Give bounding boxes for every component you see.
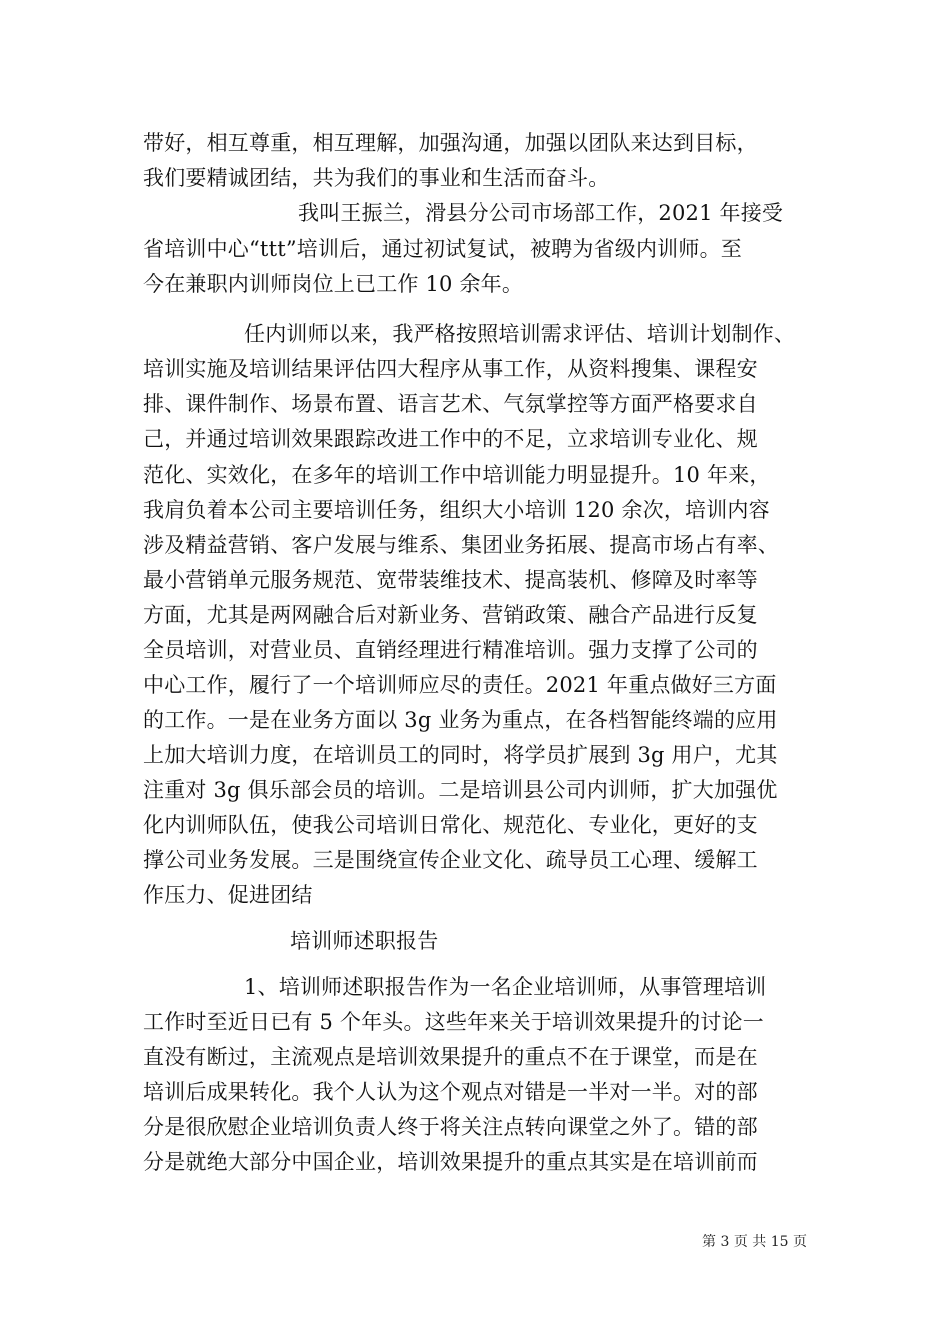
body-text-line: 的工作。一是在业务方面以 3g 业务为重点，在各档智能终端的应用 bbox=[143, 708, 778, 732]
body-text-line: 中心工作，履行了一个培训师应尽的责任。2021 年重点做好三方面 bbox=[143, 673, 777, 697]
body-text-line: 培训实施及培训结果评估四大程序从事工作，从资料搜集、课程安 bbox=[143, 357, 758, 381]
page-number-footer: 第 3 页 共 15 页 bbox=[702, 1234, 807, 1250]
body-text-line: 省培训中心“ttt”培训后，通过初试复试，被聘为省级内训师。至 bbox=[143, 237, 742, 261]
body-text-line: 范化、实效化，在多年的培训工作中培训能力明显提升。10 年来， bbox=[143, 463, 771, 487]
body-text-line: 我叫王振兰，滑县分公司市场部工作，2021 年接受 bbox=[298, 201, 784, 225]
body-text-line: 全员培训，对营业员、直销经理进行精准培训。强力支撑了公司的 bbox=[143, 638, 758, 662]
body-text-line: 工作时至近日已有 5 个年头。这些年来关于培训效果提升的讨论一 bbox=[143, 1010, 764, 1034]
body-text-line: 方面，尤其是两网融合后对新业务、营销政策、融合产品进行反复 bbox=[143, 603, 758, 627]
section-heading: 培训师述职报告 bbox=[290, 929, 439, 953]
body-text-line: 上加大培训力度，在培训员工的同时，将学员扩展到 3g 用户，尤其 bbox=[143, 743, 778, 767]
body-text-line: 我肩负着本公司主要培训任务，组织大小培训 120 余次，培训内容 bbox=[143, 498, 770, 522]
body-text-line: 化内训师队伍，使我公司培训日常化、规范化、专业化，更好的支 bbox=[143, 813, 758, 837]
body-text-line: 注重对 3g 俱乐部会员的培训。二是培训县公司内训师，扩大加强优 bbox=[143, 778, 778, 802]
body-text-line: 最小营销单元服务规范、宽带装维技术、提高装机、修障及时率等 bbox=[143, 568, 758, 592]
body-text-line: 培训后成果转化。我个人认为这个观点对错是一半对一半。对的部 bbox=[143, 1080, 758, 1104]
body-text-line: 撑公司业务发展。三是围绕宣传企业文化、疏导员工心理、缓解工 bbox=[143, 848, 758, 872]
body-text-line: 分是很欣慰企业培训负责人终于将关注点转向课堂之外了。错的部 bbox=[143, 1115, 758, 1139]
body-text-line: 作压力、促进团结 bbox=[143, 883, 313, 907]
body-text-line: 今在兼职内训师岗位上已工作 10 余年。 bbox=[143, 272, 524, 296]
body-text-line: 直没有断过，主流观点是培训效果提升的重点不在于课堂，而是在 bbox=[143, 1045, 758, 1069]
body-text-line: 1、培训师述职报告作为一名企业培训师，从事管理培训 bbox=[244, 975, 767, 999]
body-text-line: 涉及精益营销、客户发展与维系、集团业务拓展、提高市场占有率、 bbox=[143, 533, 779, 557]
body-text-line: 带好，相互尊重，相互理解，加强沟通，加强以团队来达到目标， bbox=[143, 131, 758, 155]
body-text-line: 己，并通过培训效果跟踪改进工作中的不足，立求培训专业化、规 bbox=[143, 427, 758, 451]
body-text-line: 任内训师以来，我严格按照培训需求评估、培训计划制作、 bbox=[244, 322, 796, 346]
body-text-line: 排、课件制作、场景布置、语言艺术、气氛掌控等方面严格要求自 bbox=[143, 392, 758, 416]
body-text-line: 我们要精诚团结，共为我们的事业和生活而奋斗。 bbox=[143, 166, 610, 190]
body-text-line: 分是就绝大部分中国企业，培训效果提升的重点其实是在培训前而 bbox=[143, 1150, 758, 1174]
